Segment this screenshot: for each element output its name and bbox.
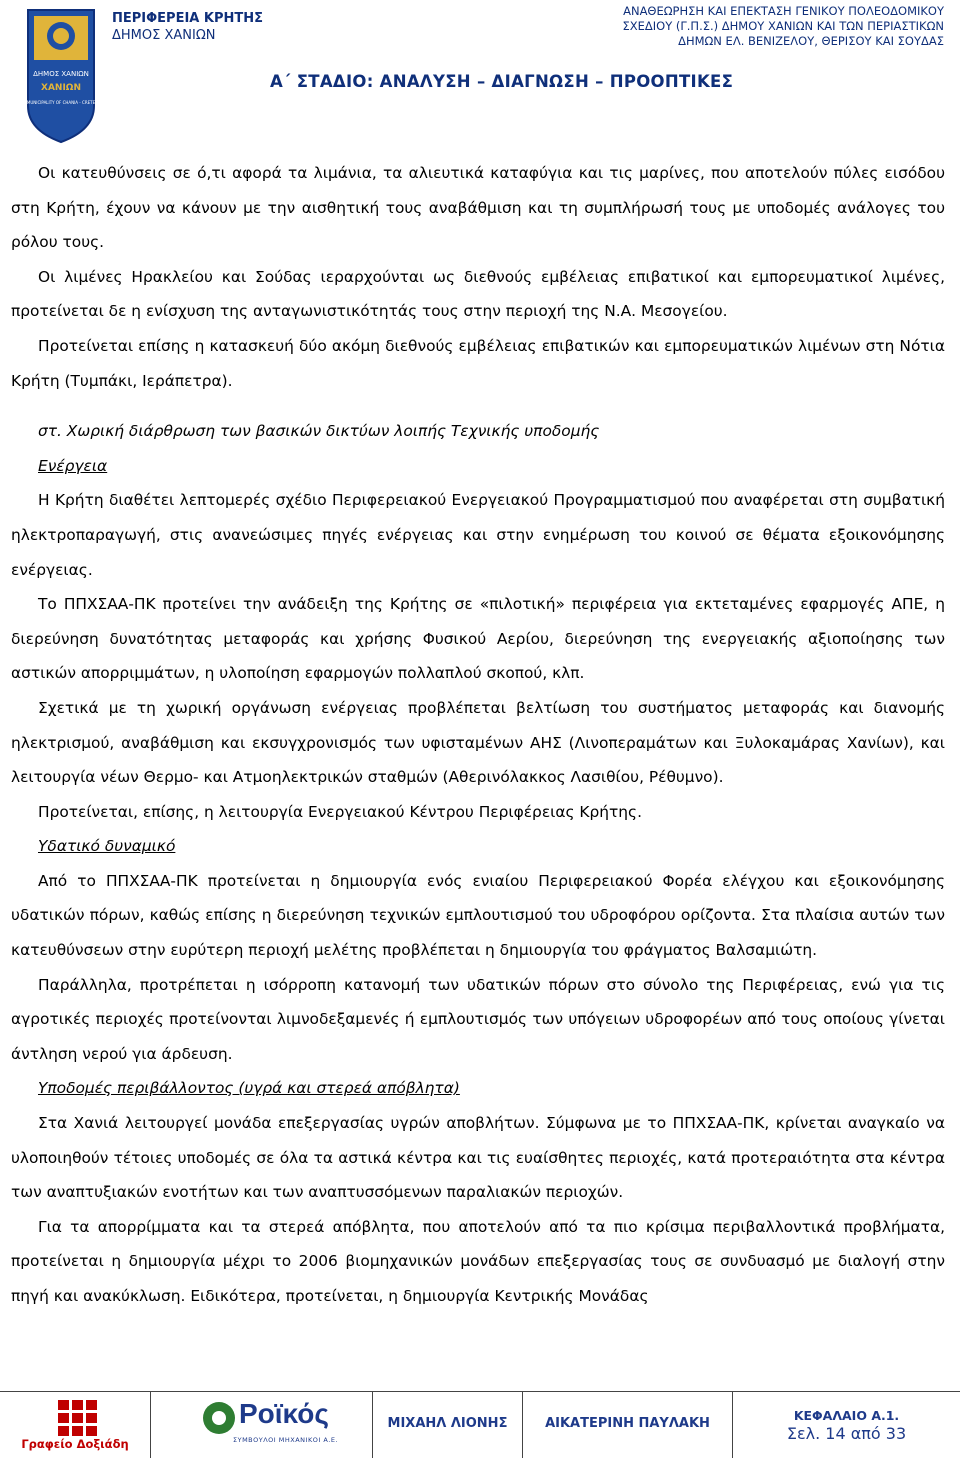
paragraph-ports-directions: Οι κατευθύνσεις σε ό,τι αφορά τα λιμάνια, τα αλιευτικά καταφύγια και τις μαρίνες, που αποτελούν πύλες εισόδου στη Κρήτη, έχουν να κάνουν με την αισθητική τους αναβάθμιση και τη συμπλήρωσή τους με υποδομές ανάλογες του ρόλου τους. <box>11 164 945 252</box>
office-label: Γραφείο Δοξιάδη <box>21 1437 129 1451</box>
paragraph-energy-spatial: Σχετικά με τη χωρική οργάνωση ενέργειας προβλέπεται βελτίωση του συστήματος μεταφοράς και διανομής ηλεκτρισμού, αναβάθμιση και εκσυγχρονισμός των υφισταμένων ΑΗΣ (Λινοπεραμάτων και Ξυλοκαμάρας Χανίων), και λειτουργία νέων Θερμο- και Ατμοηλεκτρικών σταθμών (Αθερινόλακκος Λασιθίου, Ρέθυμνο). <box>11 698 945 787</box>
section-heading: στ. Χωρική διάρθρωση των βασικών δικτύων λοιπής Τεχνικής υποδομής <box>38 422 600 441</box>
page-number: Σελ. 14 από 33 <box>786 1424 907 1443</box>
header-project-block <box>622 4 944 49</box>
author-1: ΜΙΧΑΗΛ ΛΙΟΝΗΣ <box>387 1416 508 1431</box>
water-heading: Υδατικό δυναμικό <box>38 837 176 856</box>
paragraph-energy-center: Προτείνεται, επίσης, η λειτουργία Ενεργειακού Κέντρου Περιφέρειας Κρήτης. <box>38 802 642 821</box>
page-header <box>0 0 960 150</box>
paragraph-water-distribution: Παράλληλα, προτρέπεται η ισόρροπη κατανομή των υδατικών πόρων στο σύνολο της Περιφέρειας, ενώ για τις αγροτικές περιοχές προτείνονται λιμνοδεξαμενές ή εμπλουτισμός των υπόγειων υδροφορέων από τους οποίους γίνεται άντληση νερού για άρδευση. <box>11 975 945 1063</box>
energy-heading: Ενέργεια <box>38 456 108 475</box>
region-name: ΠΕΡΙΦΕΡΕΙΑ ΚΡΗΤΗΣ <box>112 11 263 26</box>
municipality-name: ΔΗΜΟΣ ΧΑΝΙΩΝ <box>112 28 216 43</box>
roikos-tagline: ΣΥΜΒΟΥΛΟΙ ΜΗΧΑΝΙΚΟΙ Α.Ε. <box>233 1436 338 1444</box>
doxiadis-grid-logo-icon <box>58 1400 98 1436</box>
footer-author-2-cell <box>522 1392 732 1458</box>
document-body <box>11 156 945 1314</box>
roikos-ring-logo-icon <box>203 1402 235 1434</box>
footer-roikos-cell <box>150 1392 372 1458</box>
municipality-shield-logo-icon <box>24 6 98 144</box>
footer-author-1-cell <box>372 1392 522 1458</box>
paragraph-energy-pilot: Το ΠΠΧΣΑΑ-ΠΚ προτείνει την ανάδειξη της Κρήτης σε «πιλοτική» περιφέρεια για εκτεταμένες εφαρμογές ΑΠΕ, η διερεύνηση δυνατότητας μεταφοράς και χρήσης Φυσικού Αερίου, διερεύνηση της ενεργειακής αξιοποίησης των αστικών απορριμμάτων, η υλοποίηση εφαρμογών πολλαπλού σκοπού, κλπ. <box>11 595 945 683</box>
chapter-label: ΚΕΦΑΛΑΙΟ Α.1. <box>793 1408 900 1423</box>
paragraph-energy-plan: Η Κρήτη διαθέτει λεπτομερές σχέδιο Περιφερειακού Ενεργειακού Προγραμματισμού που αναφέρεται στη συμβατική ηλεκτροπαραγωγή, στις ανανεώσιμες πηγές ενέργειας και στην ενημέρωση του κοινού σε θέματα εξοικονόμησης ενέργειας. <box>11 491 945 579</box>
project-line-2: ΣΧΕΔΙΟΥ (Γ.Π.Σ.) ΔΗΜΟΥ ΧΑΝΙΩΝ ΚΑΙ ΤΩΝ ΠΕΡΙΑΣΤΙΚΩΝ <box>622 19 944 33</box>
logo-text-sub: MUNICIPALITY OF CHANIA - CRETE <box>26 100 96 105</box>
paragraph-ports-south-crete: Προτείνεται επίσης η κατασκευή δύο ακόμη διεθνούς εμβέλειας επιβατικών και εμπορευματικών λιμένων στη Νότια Κρήτη (Τυμπάκι, Ιεράπετρα). <box>11 336 945 390</box>
footer-page-cell <box>732 1392 960 1458</box>
stage-title: Α΄ ΣΤΑΔΙΟ: ΑΝΑΛΥΣΗ – ΔΙΑΓΝΩΣΗ – ΠΡΟΟΠΤΙΚΕΣ <box>270 72 734 91</box>
page-footer <box>0 1391 960 1458</box>
footer-office-cell <box>0 1392 150 1458</box>
paragraph-ports-heraklion-souda: Οι λιμένες Ηρακλείου και Σούδας ιεραρχούνται ως διεθνούς εμβέλειας επιβατικοί και εμπορευματικοί λιμένες, προτείνεται δε η ενίσχυση της ανταγωνιστικότητάς τους στην περιοχή της Ν.Α. Μεσογείου. <box>11 267 945 321</box>
svg-text:ΧΑΝΙΩΝ: ΧΑΝΙΩΝ <box>41 83 81 93</box>
header-left-block <box>112 10 263 44</box>
project-line-3: ΔΗΜΩΝ ΕΛ. ΒΕΝΙΖΕΛΟΥ, ΘΕΡΙΣΟΥ ΚΑΙ ΣΟΥΔΑΣ <box>678 34 944 48</box>
roikos-name: Ροϊκός <box>239 1398 329 1429</box>
author-2: ΑΙΚΑΤΕΡΙΝΗ ΠΑΥΛΑΚΗ <box>545 1416 710 1431</box>
paragraph-wastewater: Στα Χανιά λειτουργεί μονάδα επεξεργασίας υγρών αποβλήτων. Σύμφωνα με το ΠΠΧΣΑΑ-ΠΚ, κρίνεται αναγκαίο να υλοποιηθούν τέτοιες υποδομές σε όλα τα αστικά κέντρα και τις ευαίσθητες περιοχές, κατά προτεραιότητα στα κέντρα των αναπτυξιακών ενοτήτων και των αναπτυσσόμενων παραλιακών περιοχών. <box>11 1114 945 1202</box>
paragraph-water-body: Από το ΠΠΧΣΑΑ-ΠΚ προτείνεται η δημιουργία ενός ενιαίου Περιφερειακού Φορέα ελέγχου και εξοικονόμησης υδατικών πόρων, καθώς επίσης η διερεύνηση τεχνικών εμπλουτισμού του υδροφόρου ορίζοντα. Στα πλαίσια αυτών των κατευθύνσεων στην ευρύτερη περιοχή μελέτης προβλέπεται η δημιουργία του φράγματος Βαλσαμιώτη. <box>11 871 945 960</box>
paragraph-solid-waste: Για τα απορρίμματα και τα στερεά απόβλητα, που αποτελούν από τα πιο κρίσιμα περιβαλλοντικά προβλήματα, προτείνεται η δημιουργία μέχρι το 2006 βιομηχανικών μονάδων επεξεργασίας τους σε συνδυασμό με διαλογή στην πηγή και ανακύκλωση. Ειδικότερα, προτείνεται, η δημιουργία Κεντρικής Μονάδας <box>11 1217 945 1305</box>
environment-heading: Υποδομές περιβάλλοντος (υγρά και στερεά απόβλητα) <box>38 1079 460 1098</box>
logo-text-top: ΔΗΜΟΣ ΧΑΝΙΩΝ <box>33 70 89 78</box>
project-line-1: ΑΝΑΘΕΩΡΗΣΗ ΚΑΙ ΕΠΕΚΤΑΣΗ ΓΕΝΙΚΟΥ ΠΟΛΕΟΔΟΜΙΚΟΥ <box>623 4 944 18</box>
